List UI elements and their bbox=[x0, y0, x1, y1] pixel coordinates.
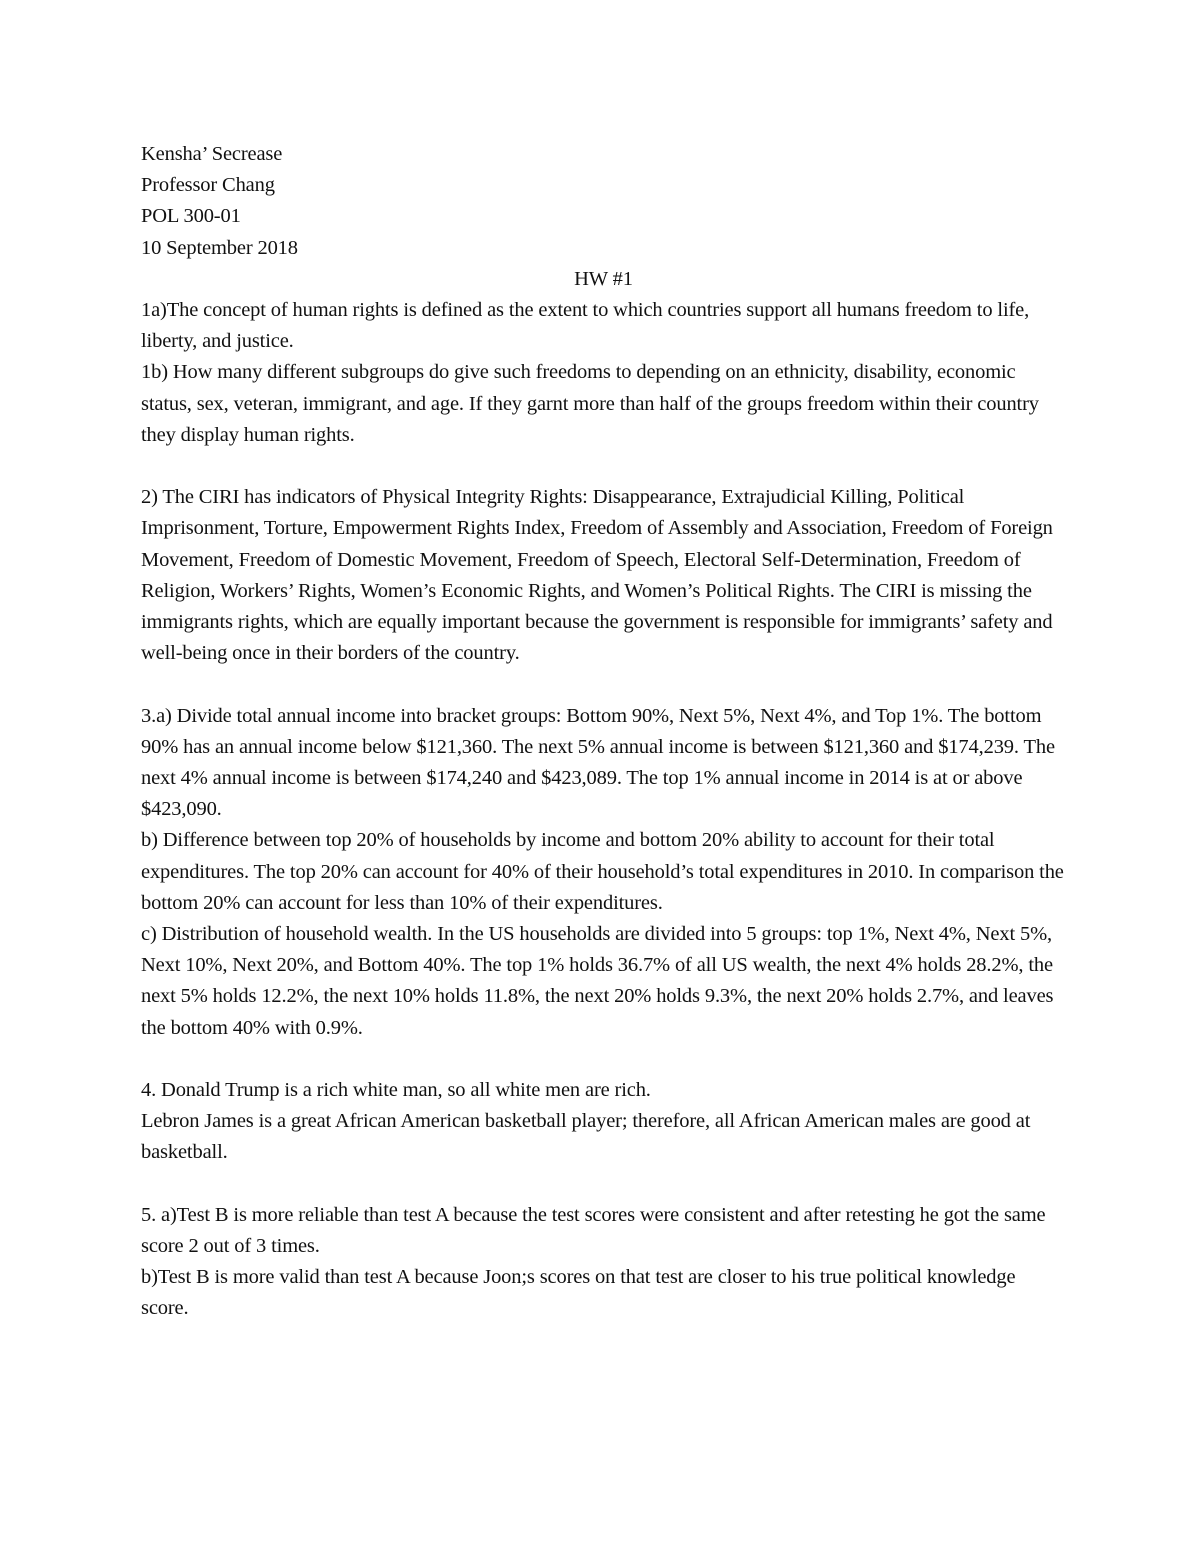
answer-3b: b) Difference between top 20% of households by income and bottom 20% ability to account for their total expenditures. The top 20% can account for 40% of their household’s total expenditures in 2010. In comparison the bottom 20% can account for less than 10% of their expenditures. bbox=[141, 829, 1064, 914]
paragraph-spacer bbox=[141, 1169, 1066, 1200]
answer-5b: b)Test B is more valid than test A because Joon;s scores on that test are closer to his true political knowledge score. bbox=[141, 1266, 1016, 1320]
paragraph-spacer bbox=[141, 669, 1066, 700]
answer-1a: 1a)The concept of human rights is defined as the extent to which countries support all humans freedom to life, liberty, and justice. bbox=[141, 299, 1030, 353]
author-name: Kensha’ Secrease bbox=[141, 143, 283, 165]
answer-1b: 1b) How many different subgroups do give such freedoms to depending on an ethnicity, disability, economic status, sex, veteran, immigrant, and age. If they garnt more than half of the groups freedom within their country they display human rights. bbox=[141, 361, 1039, 446]
answer-3c: c) Distribution of household wealth. In the US households are divided into 5 groups: top 1%, Next 4%, Next 5%, Next 10%, Next 20%, and Bottom 40%. The top 1% holds 36.7% of all US wealth, the next 4% holds 28.2%, the next 5% holds 12.2%, the next 10% holds 11.8%, the next 20% holds 9.3%, the next 20% holds 2.7%, and leaves the bottom 40% with 0.9%. bbox=[141, 923, 1054, 1039]
document-date: 10 September 2018 bbox=[141, 236, 298, 259]
document-body bbox=[141, 139, 1066, 1325]
document-title: HW #1 bbox=[574, 267, 633, 290]
answer-2: 2) The CIRI has indicators of Physical Integrity Rights: Disappearance, Extrajudicial Killing, Political Imprisonment, Torture, Empowerment Rights Index, Freedom of Assembly and Association, Freedom of Foreign Movement, Freedom of Domestic Movement, Freedom of Speech, Electoral Self-Determination, Freedom of Religion, Workers’ Rights, Women’s Economic Rights, and Women’s Political Rights. The CIRI is missing the immigrants rights, which are equally important because the government is responsible for immigrants’ safety and well-being once in their borders of the country. bbox=[141, 486, 1053, 665]
professor-name: Professor Chang bbox=[141, 174, 275, 197]
answer-3a: 3.a) Divide total annual income into bracket groups: Bottom 90%, Next 5%, Next 4%, and Top 1%. The bottom 90% has an annual income below $121,360. The next 5% annual income is between $121,360 and $174,239. The next 4% annual income is between $174,240 and $423,089. The top 1% annual income in 2014 is at or above $423,090. bbox=[141, 704, 1055, 821]
answer-4-line2: Lebron James is a great African American basketball player; therefore, all African American males are good at basketball. bbox=[141, 1110, 1031, 1164]
answer-4-line1: 4. Donald Trump is a rich white man, so all white men are rich. bbox=[141, 1079, 651, 1102]
paragraph-spacer bbox=[141, 451, 1066, 482]
paragraph-spacer bbox=[141, 1044, 1066, 1075]
answer-5a: 5. a)Test B is more reliable than test A because the test scores were consistent and after retesting he got the same score 2 out of 3 times. bbox=[141, 1203, 1046, 1258]
course-code: POL 300-01 bbox=[141, 205, 241, 228]
